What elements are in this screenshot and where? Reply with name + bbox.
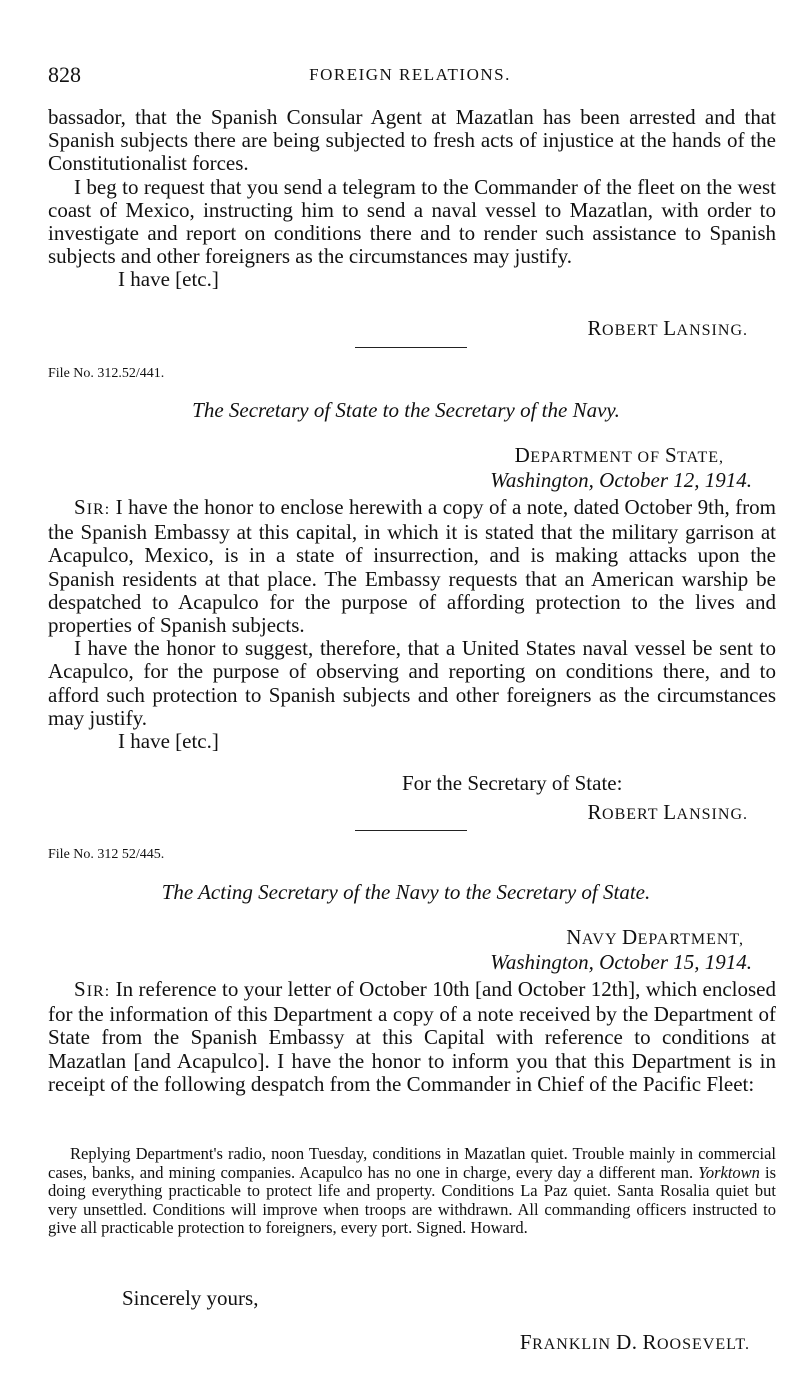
doc2-salutation: SIR:: [74, 495, 111, 519]
doc3-closing: Sincerely yours,: [122, 1286, 259, 1310]
doc3-paragraph-1: SIR: In reference to your letter of October 10th [and October 12th], which enclosed for the information of this Department a copy of a note received by the Department of State from the Spanish Embassy at this Capital with reference to conditions at Mazatlan [and Acapulco]. I have the honor to inform you that this Department is in receipt of the following despatch from the Commander in Chief of the Pacific Fleet:: [48, 977, 777, 1096]
doc3-place-date: Washington, October 15, 1914.: [490, 950, 752, 974]
doc2-body: [48, 496, 776, 753]
section-divider: [355, 830, 467, 831]
doc3-signature: FRANKLIN D. ROOSEVELT.: [519, 1330, 750, 1354]
doc3-dateline: [490, 926, 752, 974]
doc3-body: [48, 978, 776, 1096]
letter1-body: [48, 106, 776, 292]
doc2-paragraph-2: I have the honor to suggest, therefore, that a United States naval vessel be sent to Acapulco, for the purpose of observing and reporting on conditions there, and to afford such protection to Spanish subjects and other foreigners as the circumstances may justify.: [48, 636, 776, 730]
letter1-signature: ROBERT LANSING.: [587, 316, 748, 340]
section-divider: [355, 347, 467, 348]
page-number: 828: [48, 62, 81, 87]
doc3-despatch-quote: [48, 1145, 776, 1238]
doc2-signature: ROBERT LANSING.: [587, 800, 748, 824]
doc2-title: The Secretary of State to the Secretary of the Navy.: [192, 398, 620, 422]
doc2-for-line: For the Secretary of State:: [402, 771, 623, 795]
doc2-place-date: Washington, October 12, 1914.: [490, 468, 752, 492]
letter1-closing: I have [etc.]: [118, 267, 219, 292]
doc3-title: The Acting Secretary of the Navy to the Secretary of State.: [161, 880, 651, 904]
letter1-continuation: bassador, that the Spanish Consular Agent at Mazatlan has been arrested and that Spanish subjects there are being subjected to fresh acts of injustice at the hands of the Constitutionalist forces.: [48, 105, 776, 176]
ship-name: Yorktown: [698, 1162, 760, 1182]
doc3-file-number: File No. 312 52/445.: [48, 847, 165, 862]
doc2-closing: I have [etc.]: [118, 729, 219, 754]
doc2-department: DEPARTMENT OF STATE,: [514, 443, 724, 467]
running-head: FOREIGN RELATIONS.: [309, 65, 511, 84]
quote-text: Replying Department's radio, noon Tuesday, conditions in Mazatlan quiet. Trouble mainly in commercial cases, banks, and mining companies. Acapulco has no one in charge, every day a different man. Yorktown is doing everything practicable to protect life and property. Conditions La Paz quiet. Santa Rosalia quiet but very unsettled. Conditions will improve when troops are withdrawn. All commanding officers instructed to give all practicable protection to foreigners, every port. Signed. Howard.: [48, 1144, 776, 1238]
doc2-dateline: [490, 444, 752, 492]
doc2-paragraph-1: SIR: I have the honor to enclose herewith a copy of a note, dated October 9th, from the Spanish Embassy at this capital, in which it is stated that the military garrison at Acapulco, Mexico, is in a state of insurrection, and is making attacks upon the Spanish residents at that place. The Embassy requests that an American warship be despatched to Acapulco for the purpose of affording protection to the lives and properties of Spanish subjects.: [48, 495, 777, 638]
page-header: [48, 62, 772, 90]
doc2-file-number: File No. 312.52/441.: [48, 366, 165, 381]
doc3-department: NAVY DEPARTMENT,: [566, 925, 744, 949]
letter1-paragraph-2: I beg to request that you send a telegram to the Commander of the fleet on the west coast of Mexico, instructing him to send a naval vessel to Mazatlan, with order to investigate and report on conditions there and to render such assistance to Spanish subjects and other foreigners as the circumstances may justify.: [48, 174, 776, 269]
doc3-salutation: SIR:: [74, 977, 111, 1001]
